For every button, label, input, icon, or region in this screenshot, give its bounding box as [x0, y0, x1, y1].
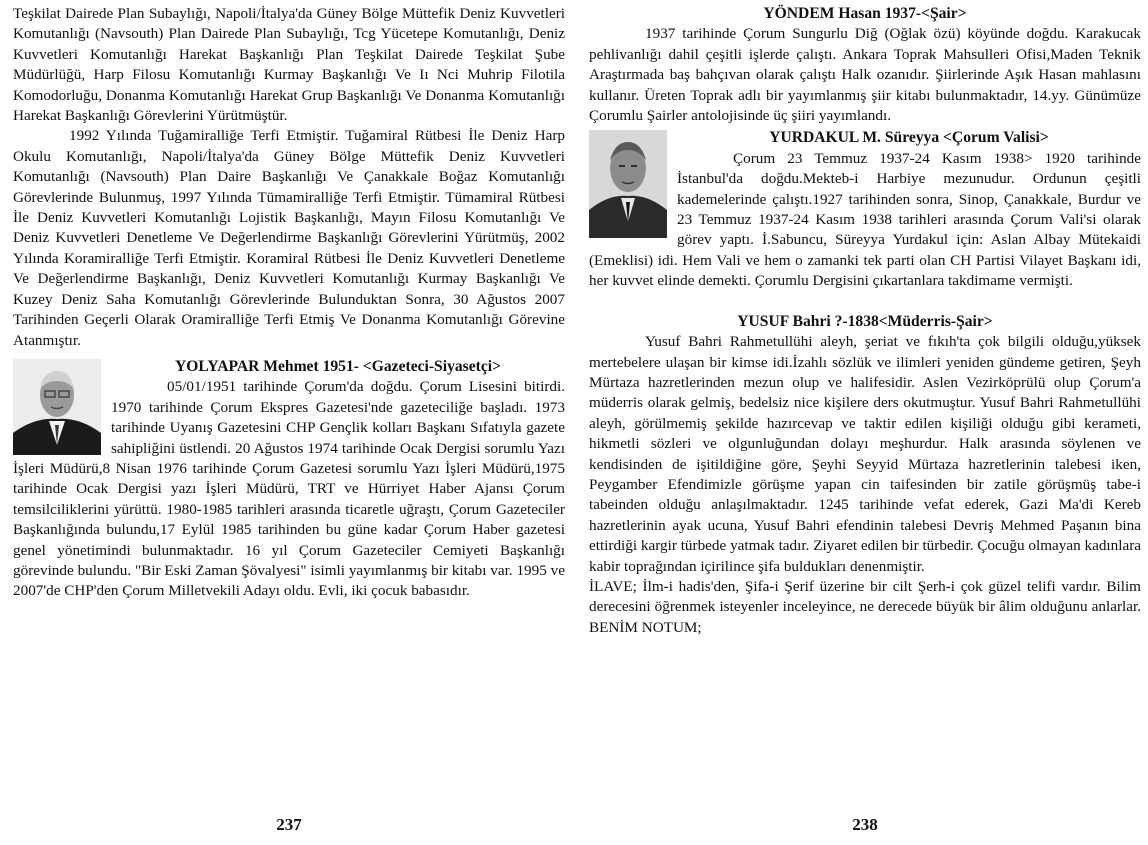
entry-addendum-yusuf: İLAVE; İlm-i hadis'den, Şifa-i Şerif üzerine bir cilt Şerh-i çok güzel telifi vardır. Bilim derecesini öğrenmek isteyenler inceleyince, ne derecede büyük bir âlim olduğunu anlarlar. BENİM NOTUM; — [589, 577, 1141, 636]
entry-text-yurdakul: Çorum 23 Temmuz 1937-24 Kasım 1938> 1920 tarihinde İstanbul'da doğdu.Mekteb-i Harbiye mezunudur. Ordunun çeşitli kademelerinde çalıştı.1927 tarihinden sonra, Sinop, Çanakkale, Burdur ve 23 Temmuz 1937-24 Kasım 1938 tarihleri arasında Çorum Vali'si olarak görev yaptı. İ.Sabuncu, Süreyya Yurdakul için: Aslan Albay Mütekaidi (Emeklisi) idi. Hem Vali ve hem o zamanki tek parti olan CH Partisi Vilayet Başkanı idi, her kuvvet elinde demekti. Çorumlu Dergisini çıkartanlara takdimame vermişti. — [589, 149, 1141, 290]
portrait-photo-yurdakul — [589, 130, 667, 238]
entry-title-yolyapar: YOLYAPAR Mehmet 1951- <Gazeteci-Siyasetçi> — [175, 357, 501, 375]
entry-title-yondem: YÖNDEM Hasan 1937-<Şair> — [763, 5, 967, 22]
left-paragraph-career: Teşkilat Dairede Plan Subaylığı, Napoli/İtalya'da Güney Bölge Müttefik Deniz Kuvvetleri Komutanlığı (Navsouth) Plan Dairede Plan Subaylığı, Tcg Yücetepe Komutanlığı, Deniz Kuvvetleri Komutanlığı Harekat Başkanlığı Plan Teşkilat Dairede Teşkilat Şube Müdürlüğü, Harp Filosu Komutanlığı Kurmay Başkanlığı Ve Iı Nci Muhrip Filotila Komodorluğu, Donanma Komutanlığı Harekat Grup Başkanlığı Ve Donanma Komutanlığı Harekat Başkanlığı Görevlerini Yürütmüştür. — [13, 5, 565, 125]
left-page — [13, 4, 565, 804]
entry-text-yondem: 1937 tarihinde Çorum Sungurlu Diğ (Oğlak özü) köyünde doğdu. Karakucak pehlivanlığı dahil çeşitli işlerde çalıştı. Ankara Toprak Mahsulleri Ofisi,Maden Teknik Araştırmada baş bahçıvan olarak çalıştı Halk ozanıdır. Şiirlerinde Aşık Hasan mahlasını kullanır. Üreten Toprak adlı bir yayımlanmış şiir kitabı bulunmaktadır, 14.yy. Günümüze Çorumlu Şairler antolojisinde üç şiiri yayımlandı. — [589, 25, 1141, 125]
entry-yurdakul — [589, 128, 1141, 291]
entry-title-yusuf: YUSUF Bahri ?-1838<Müderris-Şair> — [737, 312, 993, 330]
left-paragraph-promotions: 1992 Yılında Tuğamiralliğe Terfi Etmiştir. Tuğamiral Rütbesi İle Deniz Harp Okulu Komutanlığı, Napoli/İtalya'da Güney Bölge Müttefik Deniz Kuvvetleri Komutanlığı (Navsouth) Plan Daire Başkanlığı Ve Çanakkale Boğaz Komutanlığı Görevlerinde Bulunmuş, 1997 Yılında Tümamiralliğe Terfi Etmiştir. Tümamiral Rütbesi İle Deniz Kuvvetleri Komutanlığı Lojistik Başkanlığı, Mayın Filosu Komutanlığı Ve Deniz Kuvvetleri Denetleme Ve Değerlendirme Başkanlığı Görevlerini Yürütmüş, 2002 Yılında Koramiralliğe Terfi Etmiştir. Koramiral Rütbesi İle Deniz Kuvvetleri Denetleme Ve Değerlendirme Başkanlığı, Deniz Kuvvetleri Komutanlığı Kurmay Başkanlığı Ve Kuzey Deniz Saha Komutanlığı Görevlerinde Bulunduktan Sonra, 30 Ağustos 2007 Tarihinden Geçerli Olarak Oramiralliğe Terfi Etmiş Ve Donanma Komutanlığı Görevine Atanmıştır. — [13, 127, 565, 349]
right-page — [589, 4, 1141, 804]
entry-text-yolyapar: 05/01/1951 tarihinde Çorum'da doğdu. Çorum Lisesini bitirdi. 1970 tarihinde Çorum Ekspres Gazetesi'nde gazeteciliğe başladı. 1973 tarihinde Uyanış Gazetesini CHP Gençlik kolları Başkanı Sıfatıyla gazete sahipliğini üstlendi. 20 Ağustos 1974 tarihinde Ocak Dergisi sorumlu Yazı İşleri Müdürü,8 Nisan 1976 tarihinde Çorum Gazetesi sorumlu Yazı İşleri Müdürü,1975 tarihinde Ocak Dergisi yazı İşleri Müdürü, TRT ve Hürriyet Haber Ajansı Çorum temsilciliklerini yürüttü. 1980-1985 tarihleri arasında ticaretle uğraştı, Çorum Gazeteciler Başkanlığında bulundu,17 Eylül 1985 tarihinden bu güne kadar Çorum Haber gazetesi genel yönetimindi bulunmaktadır. 16 yıl Çorum Gazeteciler Cemiyeti Başkanlığı görevinde bulundu. "Bir Eski Zaman Şövalyesi" isimli yayımlanmış bir kitabı var. 1995 ve 2007'de CHP'den Çorum Milletvekili Adayı oldu. Evli, iki çocuk babasıdır. — [13, 378, 565, 600]
portrait-yurdakul-image — [589, 130, 667, 238]
entry-yolyapar — [13, 357, 565, 602]
portrait-photo-yolyapar — [13, 359, 101, 455]
page-number-right: 238 — [852, 815, 878, 834]
page-number-left: 237 — [276, 815, 302, 834]
entry-title-yurdakul: YURDAKUL M. Süreyya <Çorum Valisi> — [769, 129, 1049, 147]
entry-text-yusuf: Yusuf Bahri Rahmetullühi aleyh, şeriat ve fıkıh'ta çok bilgili olduğu,yüksek mertebelere ulaşan bir kimse idi.İzahlı sözlük ve ilimleri yeniden gündeme getiren, Şeyh Mürtaza hazretlerinden mezun olup ve halifesidir. Aslen Vezirköprülü olup Çorum'a müderris olarak gelmiş, bedelsiz nice kişilere ders okutmuştur. Yusuf Bahri Rahmetullühi aleyh, görülmemiş şekilde hazırcevap ve taktir edilen kişiliği olduğu gibi kerameti, hikmetli sözleri ve olgunluğundan dolayı meşhurdur. Halk arasında söylenen ve kendisinden de işitildiğine göre, Şeyhi Seyyid Mürtaza hazretlerinin talebesi iken, Peygamber Efendimizle görüşme yapan cin taifesinden bir zatile görüşmüş tabe-i tabeinden olduğu anlaşılmaktadır. 1245 tarihinde vefat ederek, Gazi Ma'di Kereb hazretlerinin ayak ucuna, Yusuf Bahri efendinin talebesi Devriş Mehmed Paşanın bina ettirdiği kargir türbede yatmak tadır. Ziyaret edilen bir türbedir. Çocuğu olmayan kadınlara kabir toprağından içirilince şifa buldukları denenmiştir. — [589, 333, 1141, 575]
portrait-yolyapar-image — [13, 359, 101, 455]
